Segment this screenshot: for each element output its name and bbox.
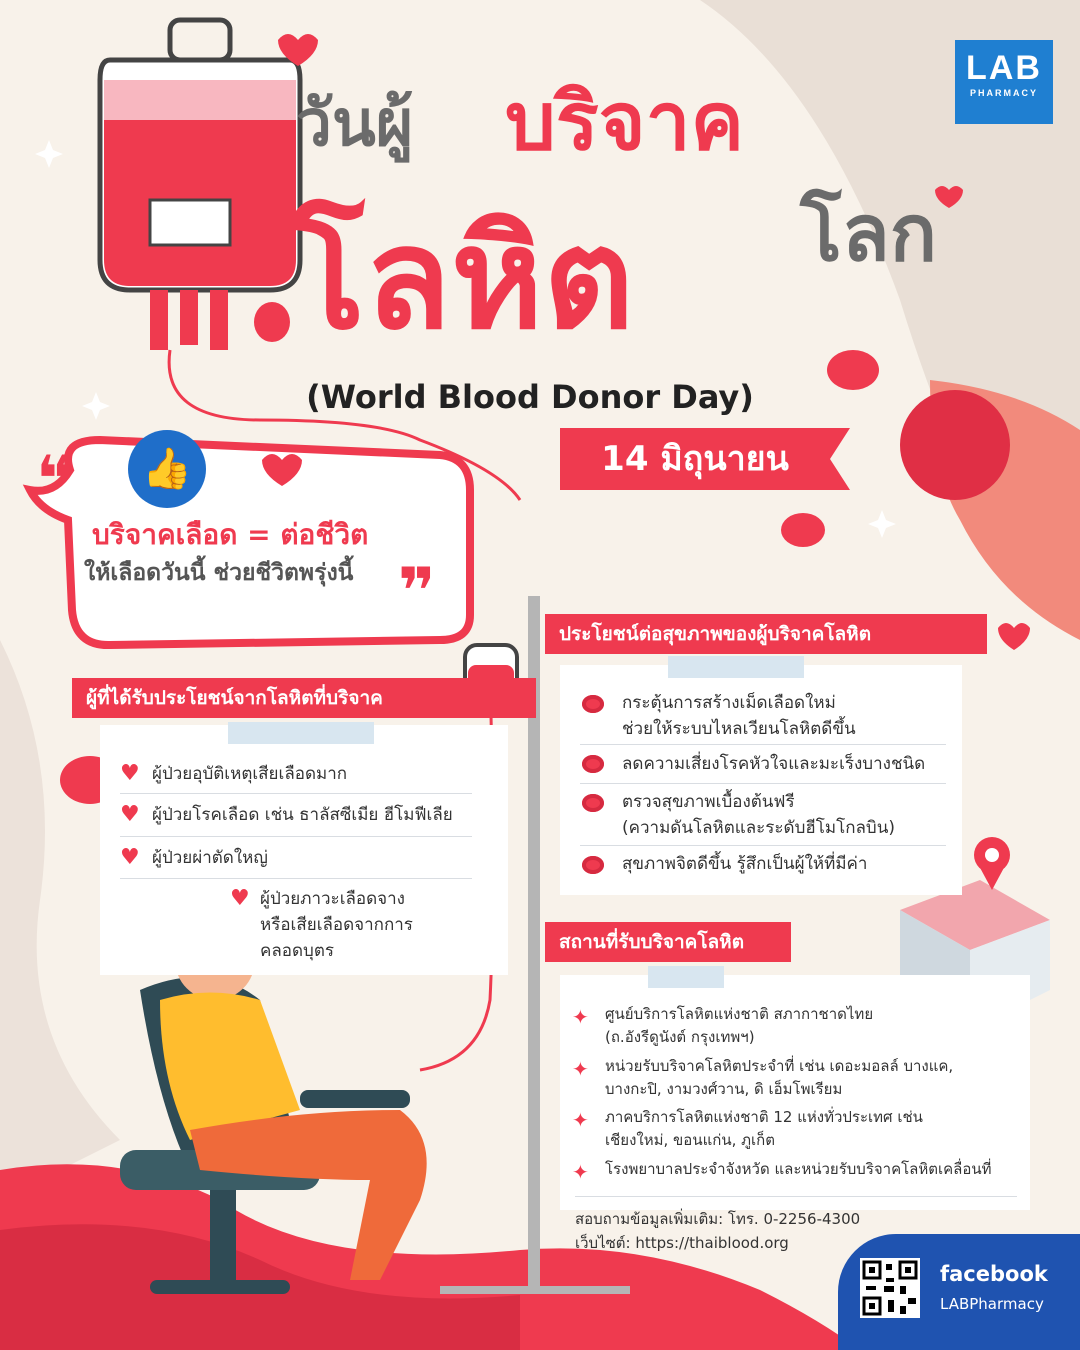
benefit-item-line: (ความดันโลหิตและระดับฮีโมโกลบิน): [622, 818, 895, 838]
recipient-item-line: คลอดบุตร: [260, 941, 335, 961]
place-item: [605, 1055, 953, 1101]
close-quote-icon: ❞: [398, 555, 436, 629]
place-item-line: ภาคบริการโลหิตแห่งชาติ 12 แห่งทั่วประเทศ เช่น: [605, 1108, 923, 1126]
benefits-heading: ประโยชน์ต่อสุขภาพของผู้บริจาคโลหิต: [545, 614, 987, 654]
qr-code-icon: [860, 1258, 920, 1318]
recipient-item-line: หรือเสียเลือดจากการ: [260, 915, 413, 935]
places-heading: สถานที่รับบริจาคโลหิต: [545, 922, 791, 962]
benefit-item-line: ตรวจสุขภาพเบื้องต้นฟรี: [622, 792, 795, 812]
heart-icon: ♥: [230, 886, 250, 911]
quote-headline: บริจาคเลือด = ต่อชีวิต: [92, 518, 369, 551]
divider: [120, 793, 472, 794]
facebook-label: facebook: [940, 1262, 1048, 1286]
benefit-item: [622, 690, 856, 742]
quote-subline: ให้เลือดวันนี้ ช่วยชีวิตพรุ่งนี้: [84, 560, 354, 586]
recipient-item: ผู้ป่วยโรคเลือด เช่น ธาลัสซีเมีย ฮีโมฟีเลีย: [152, 805, 453, 825]
place-item-line: บางกะปิ, งามวงศ์วาน, ดิ เอ็มโพเรียม: [605, 1080, 843, 1098]
blood-cell-icon: [582, 794, 604, 812]
divider: [580, 845, 946, 846]
place-item: [605, 1106, 923, 1152]
place-item: [605, 1003, 873, 1049]
star-bullet-icon: ✦: [572, 1057, 589, 1081]
title-line1-red: บริจาค: [505, 75, 745, 168]
recipients-tab: [228, 722, 374, 744]
title-line2-grey: โลก: [800, 189, 937, 279]
facebook-page-name: LABPharmacy: [940, 1295, 1044, 1313]
place-item-line: ศูนย์บริการโลหิตแห่งชาติ สภากาชาดไทย: [605, 1005, 874, 1023]
open-quote-icon: ❝: [36, 443, 74, 517]
place-item-line: (ถ.อังรีดูนังต์ กรุงเทพฯ): [605, 1028, 755, 1046]
lab-pharmacy-logo: [955, 40, 1053, 124]
contact-website: เว็บไซต์: https://thaiblood.org: [575, 1234, 789, 1252]
places-tab: [648, 966, 724, 988]
recipients-heading: ผู้ที่ได้รับประโยชน์จากโลหิตที่บริจาค: [72, 678, 536, 718]
divider: [120, 878, 472, 879]
title-english: (World Blood Donor Day): [306, 378, 754, 416]
recipient-item: ผู้ป่วยอุบัติเหตุเสียเลือดมาก: [152, 764, 348, 784]
benefit-item-line: กระตุ้นการสร้างเม็ดเลือดใหม่: [622, 693, 836, 713]
heart-icon: ♥: [120, 845, 140, 870]
star-bullet-icon: ✦: [572, 1108, 589, 1132]
blood-cell-icon: [582, 755, 604, 773]
benefit-item: ลดความเสี่ยงโรคหัวใจและมะเร็งบางชนิด: [622, 754, 926, 774]
star-bullet-icon: ✦: [572, 1005, 589, 1029]
divider: [580, 783, 946, 784]
place-item-line: หน่วยรับบริจาคโลหิตประจำที่ เช่น เดอะมอลล์ บางแค,: [605, 1057, 954, 1075]
heart-icon: ♥: [120, 761, 140, 786]
benefits-tab: [668, 656, 804, 678]
contact-info: [575, 1207, 860, 1255]
benefit-item: [622, 789, 895, 841]
divider: [575, 1196, 1017, 1197]
contact-phone: สอบถามข้อมูลเพิ่มเติม: โทร. 0-2256-4300: [575, 1210, 861, 1228]
title-line1-grey: วันผู้: [296, 87, 414, 161]
benefit-item: สุขภาพจิตดีขึ้น รู้สึกเป็นผู้ให้ที่มีค่า: [622, 854, 868, 874]
recipient-item-line: ผู้ป่วยภาวะเลือดจาง: [260, 889, 405, 909]
blood-cell-icon: [582, 856, 604, 874]
recipient-item-multiline: [260, 886, 413, 964]
thumbs-up-icon: 👍: [128, 430, 206, 508]
benefit-item-line: ช่วยให้ระบบไหลเวียนโลหิตดีขึ้น: [622, 719, 856, 739]
title-line2-red: โลหิต: [290, 198, 635, 361]
event-date: 14 มิถุนายน: [601, 439, 789, 479]
logo-text: LAB: [966, 49, 1042, 87]
star-bullet-icon: ✦: [572, 1160, 589, 1184]
divider: [120, 836, 472, 837]
recipient-item: ผู้ป่วยผ่าตัดใหญ่: [152, 848, 268, 868]
place-item-line: เชียงใหม่, ขอนแก่น, ภูเก็ต: [605, 1131, 775, 1149]
place-item: โรงพยาบาลประจำจังหวัด และหน่วยรับบริจาคโลหิตเคลื่อนที่: [605, 1160, 992, 1178]
blood-cell-icon: [582, 695, 604, 713]
divider: [580, 744, 946, 745]
heart-icon: ♥: [120, 802, 140, 827]
logo-subtext: PHARMACY: [969, 88, 1038, 98]
